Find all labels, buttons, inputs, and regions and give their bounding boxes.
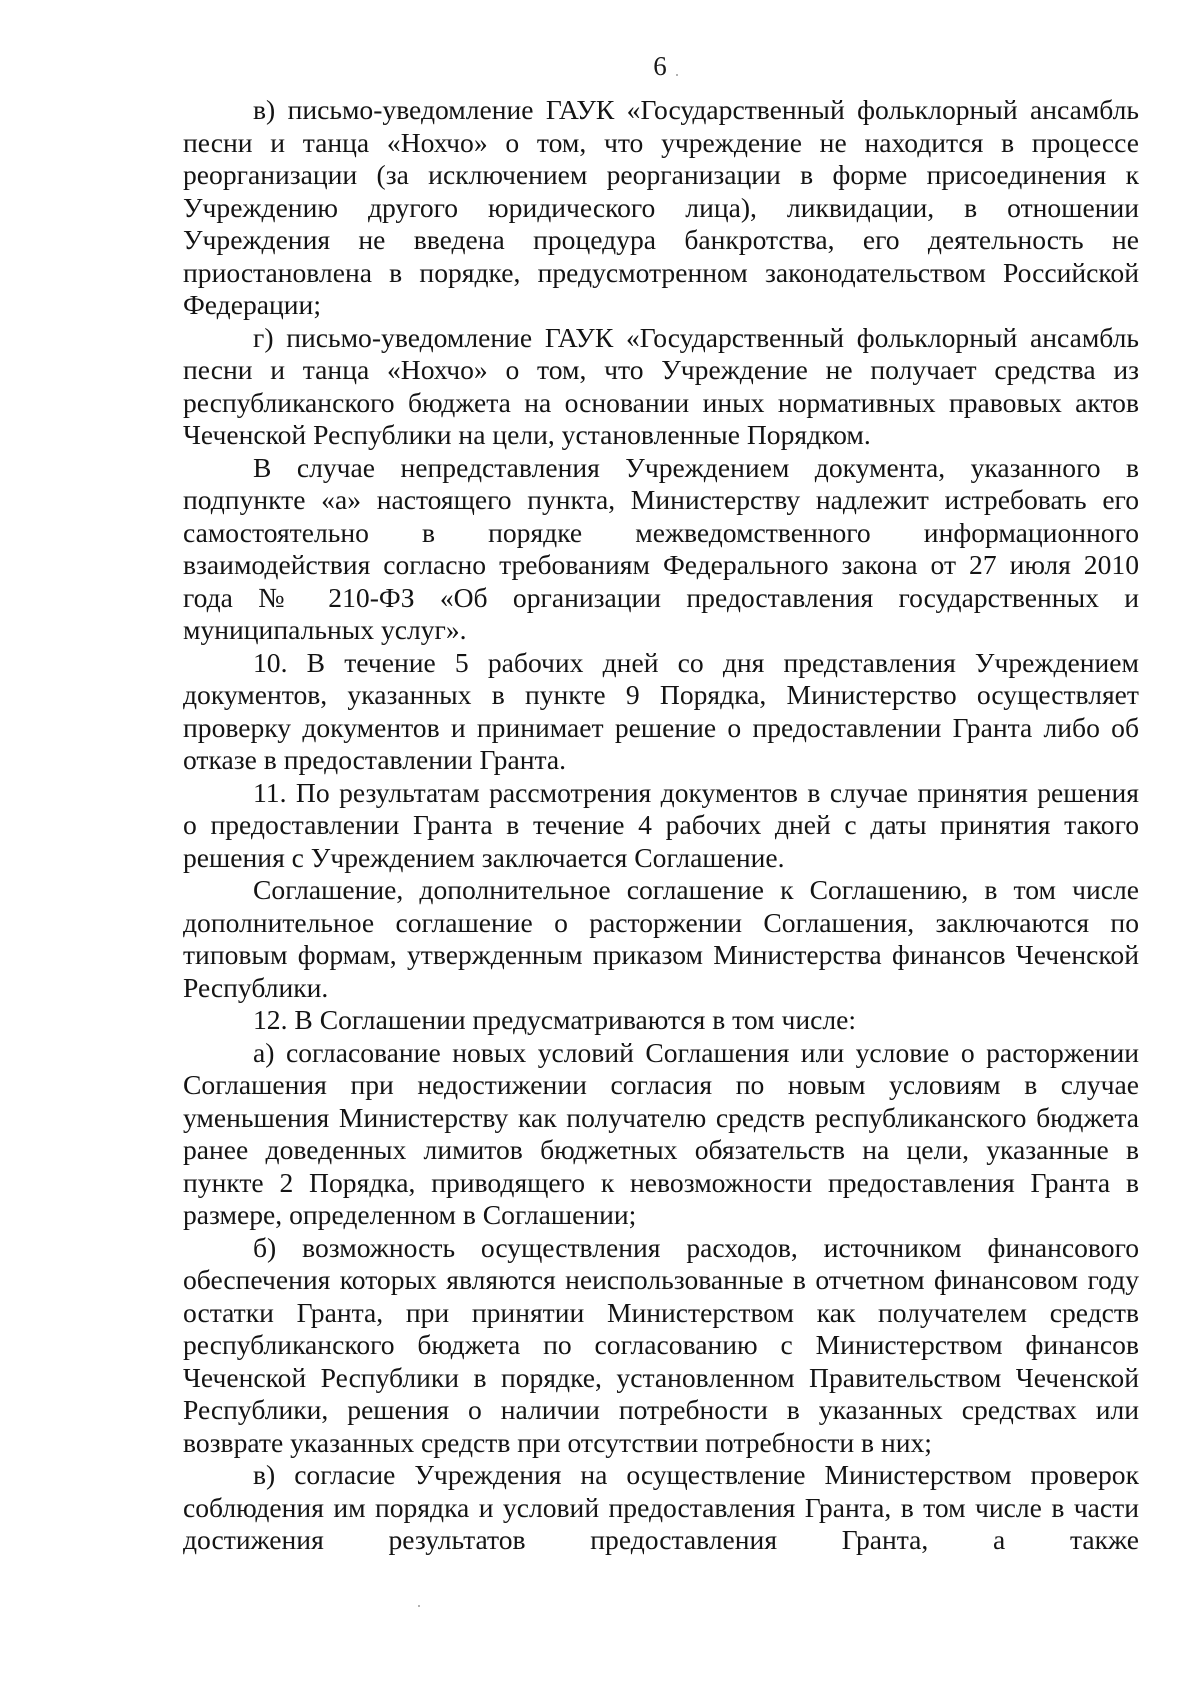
paragraph-nonsubmission: В случае непредставления Учреждением документа, указанного в подпункте «а» настоящего пункта, Министерству надлежит истребовать его самостоятельно в порядке межведомственного информационного взаимодействия согласно требованиям Федерального закона от 27 июля 2010 года № 210-ФЗ «Об организации предоставления государственных и муниципальных услуг». — [183, 451, 1139, 645]
page-number: 6 — [653, 51, 667, 81]
paragraph-subitem-a: а) согласование новых условий Соглашения или условие о расторжении Соглашения при недостижении согласия по новым условиям в случае уменьшения Министерству как получателю средств республиканского бюджета ранее доведенных лимитов бюджетных обязательств на цели, указанные в пункте 2 Порядка, приводящего к невозможности предоставления Гранта в размере, определенном в Соглашении; — [183, 1036, 1139, 1230]
paragraph-subitem-b: б) возможность осуществления расходов, источником финансового обеспечения которых являются неиспользованные в отчетном финансовом году остатки Гранта, при принятии Министерством как получателем средств республиканского бюджета по согласованию с Министерством финансов Чеченской Республики в порядке, установленном Правительством Чеченской Республики, решения о наличии потребности в указанных средствах или возврате указанных средств при отсутствии потребности в них; — [183, 1231, 1139, 1458]
paragraph-agreement-forms: Соглашение, дополнительное соглашение к Соглашению, в том числе дополнительное соглашение о расторжении Соглашения, заключаются по типовым формам, утвержденным приказом Министерства финансов Чеченской Республики. — [183, 874, 1139, 1003]
paragraph-subitem-g: г) письмо-уведомление ГАУК «Государственный фольклорный ансамбль песни и танца «Нохчо» о том, что Учреждение не получает средства из республиканского бюджета на основании иных нормативных правовых актов Чеченской Республики на цели, установленные Порядком. — [183, 321, 1139, 450]
paragraph-item-12: 12. В Соглашении предусматриваются в том числе: — [253, 1004, 857, 1035]
scan-speck — [418, 1605, 420, 1607]
document-body — [183, 94, 1139, 1557]
paragraph-subitem-v: в) письмо-уведомление ГАУК «Государственный фольклорный ансамбль песни и танца «Нохчо» о том, что учреждение не находится в процессе реорганизации (за исключением реорганизации в форме присоединения к Учреждению другого юридического лица), ликвидации, в отношении Учреждения не введена процедура банкротства, его деятельность не приостановлена в порядке, предусмотренном законодательством Российской Федерации; — [183, 94, 1139, 320]
scan-speck — [676, 74, 678, 76]
paragraph-item-11: 11. По результатам рассмотрения документов в случае принятия решения о предоставлении Гранта в течение 4 рабочих дней с даты принятия такого решения с Учреждением заключается Соглашение. — [183, 776, 1139, 873]
paragraph-item-10: 10. В течение 5 рабочих дней со дня представления Учреждением документов, указанных в пункте 9 Порядка, Министерство осуществляет проверку документов и принимает решение о предоставлении Гранта либо об отказе в предоставлении Гранта. — [183, 646, 1139, 775]
paragraph-subitem-v-consent: в) согласие Учреждения на осуществление Министерством проверок соблюдения им порядка и условий предоставления Гранта, в том числе в части достижения результатов предоставления Гранта, а также — [183, 1459, 1139, 1555]
